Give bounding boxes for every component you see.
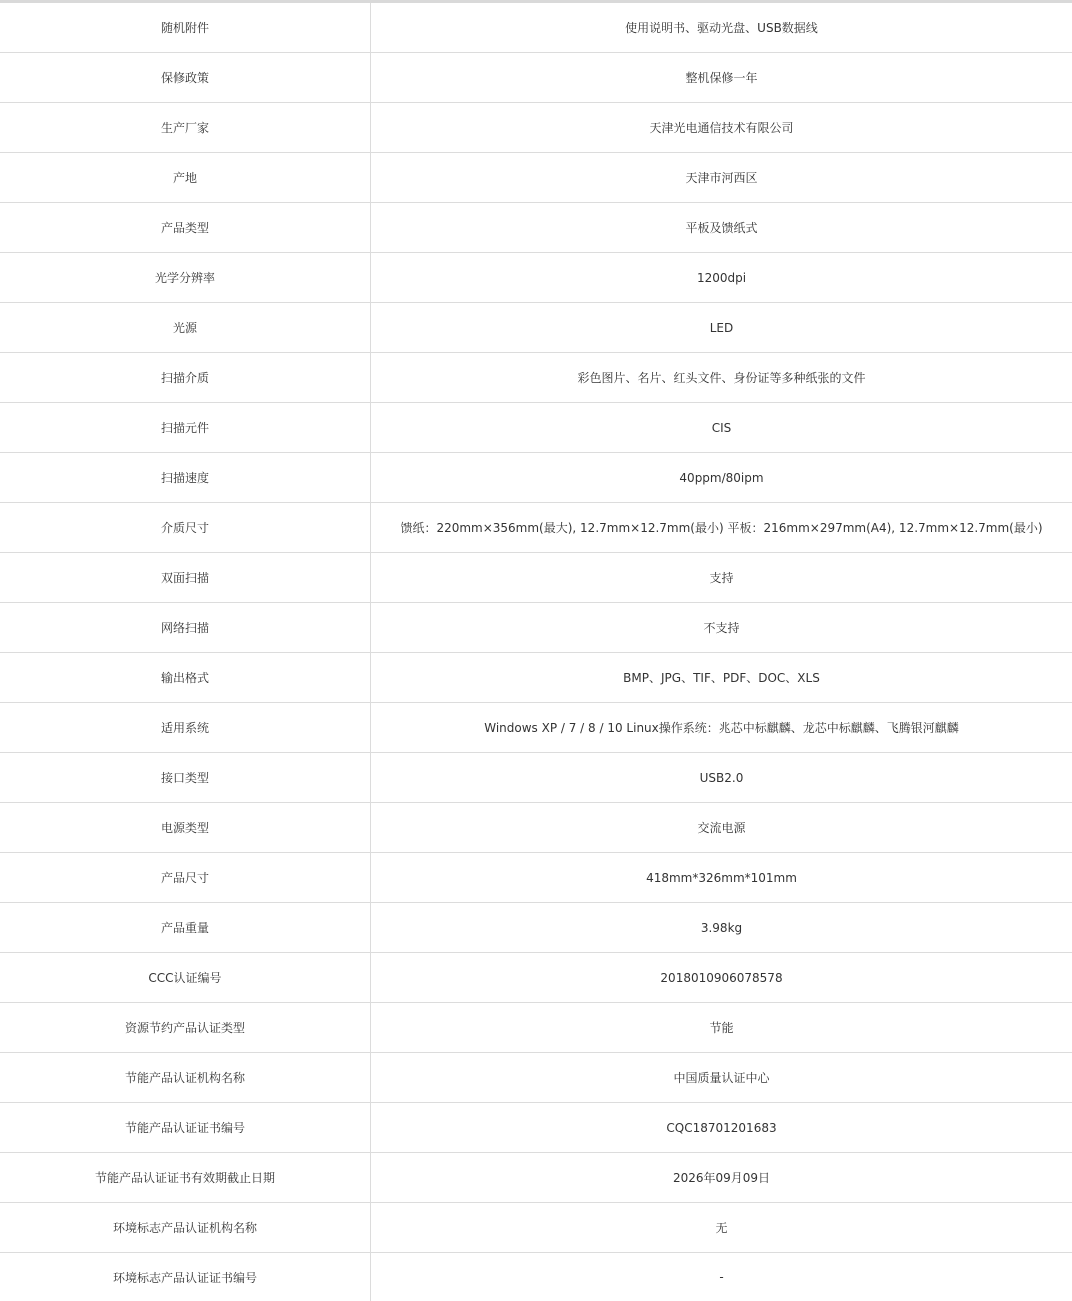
spec-label: 适用系统: [0, 703, 371, 753]
spec-label: 产品类型: [0, 203, 371, 253]
spec-value: USB2.0: [371, 753, 1072, 803]
spec-value: 3.98kg: [371, 903, 1072, 953]
spec-label: 产品重量: [0, 903, 371, 953]
spec-label: 节能产品认证机构名称: [0, 1053, 371, 1103]
table-row: [0, 803, 1072, 853]
spec-label: 保修政策: [0, 53, 371, 103]
spec-label: 光源: [0, 303, 371, 353]
spec-label: 双面扫描: [0, 553, 371, 603]
spec-label: 介质尺寸: [0, 503, 371, 553]
table-row: [0, 253, 1072, 303]
table-row: [0, 1253, 1072, 1301]
spec-value: Windows XP / 7 / 8 / 10 Linux操作系统：兆芯中标麒麟、龙芯中标麒麟、飞腾银河麒麟: [371, 703, 1072, 753]
spec-value: 天津光电通信技术有限公司: [371, 103, 1072, 153]
spec-label: 环境标志产品认证证书编号: [0, 1253, 371, 1301]
table-row: [0, 753, 1072, 803]
table-row: [0, 353, 1072, 403]
spec-value: 中国质量认证中心: [371, 1053, 1072, 1103]
spec-label: 生产厂家: [0, 103, 371, 153]
spec-label: 随机附件: [0, 2, 371, 53]
table-row: [0, 403, 1072, 453]
table-row: [0, 553, 1072, 603]
table-row: [0, 1203, 1072, 1253]
spec-value: 交流电源: [371, 803, 1072, 853]
spec-value: LED: [371, 303, 1072, 353]
spec-value: 无: [371, 1203, 1072, 1253]
table-row: [0, 703, 1072, 753]
spec-value: 2026年09月09日: [371, 1153, 1072, 1203]
spec-value: 彩色图片、名片、红头文件、身份证等多种纸张的文件: [371, 353, 1072, 403]
spec-value: 使用说明书、驱动光盘、USB数据线: [371, 2, 1072, 53]
spec-label: 扫描介质: [0, 353, 371, 403]
spec-label: 产品尺寸: [0, 853, 371, 903]
spec-label: 接口类型: [0, 753, 371, 803]
spec-label: 扫描速度: [0, 453, 371, 503]
table-row: [0, 953, 1072, 1003]
spec-value: CIS: [371, 403, 1072, 453]
spec-label: 扫描元件: [0, 403, 371, 453]
spec-value: 天津市河西区: [371, 153, 1072, 203]
spec-label: 产地: [0, 153, 371, 203]
table-row: [0, 1053, 1072, 1103]
spec-value: 平板及馈纸式: [371, 203, 1072, 253]
spec-value: 1200dpi: [371, 253, 1072, 303]
table-row: [0, 503, 1072, 553]
table-row: [0, 203, 1072, 253]
spec-value: 整机保修一年: [371, 53, 1072, 103]
spec-label: 节能产品认证证书有效期截止日期: [0, 1153, 371, 1203]
spec-value: 馈纸：220mm×356mm(最大), 12.7mm×12.7mm(最小) 平板：216mm×297mm(A4), 12.7mm×12.7mm(最小): [371, 503, 1072, 553]
spec-label: 输出格式: [0, 653, 371, 703]
spec-label: 资源节约产品认证类型: [0, 1003, 371, 1053]
spec-value: 支持: [371, 553, 1072, 603]
table-row: [0, 153, 1072, 203]
table-row: [0, 2, 1072, 53]
table-row: [0, 303, 1072, 353]
table-row: [0, 103, 1072, 153]
table-row: [0, 1103, 1072, 1153]
spec-value: CQC18701201683: [371, 1103, 1072, 1153]
spec-label: 节能产品认证证书编号: [0, 1103, 371, 1153]
table-row: [0, 53, 1072, 103]
spec-value: 节能: [371, 1003, 1072, 1053]
table-row: [0, 853, 1072, 903]
spec-label: CCC认证编号: [0, 953, 371, 1003]
spec-label: 光学分辨率: [0, 253, 371, 303]
spec-value: -: [719, 1270, 724, 1284]
spec-label: 电源类型: [0, 803, 371, 853]
table-row: [0, 603, 1072, 653]
spec-label: 环境标志产品认证机构名称: [0, 1203, 371, 1253]
table-row: [0, 1153, 1072, 1203]
table-row: [0, 653, 1072, 703]
table-row: [0, 453, 1072, 503]
table-row: [0, 1003, 1072, 1053]
spec-value: 2018010906078578: [371, 953, 1072, 1003]
spec-value: 418mm*326mm*101mm: [371, 853, 1072, 903]
spec-label: 网络扫描: [0, 603, 371, 653]
spec-value: 40ppm/80ipm: [371, 453, 1072, 503]
spec-value: BMP、JPG、TIF、PDF、DOC、XLS: [371, 653, 1072, 703]
table-row: [0, 903, 1072, 953]
spec-value: 不支持: [371, 603, 1072, 653]
